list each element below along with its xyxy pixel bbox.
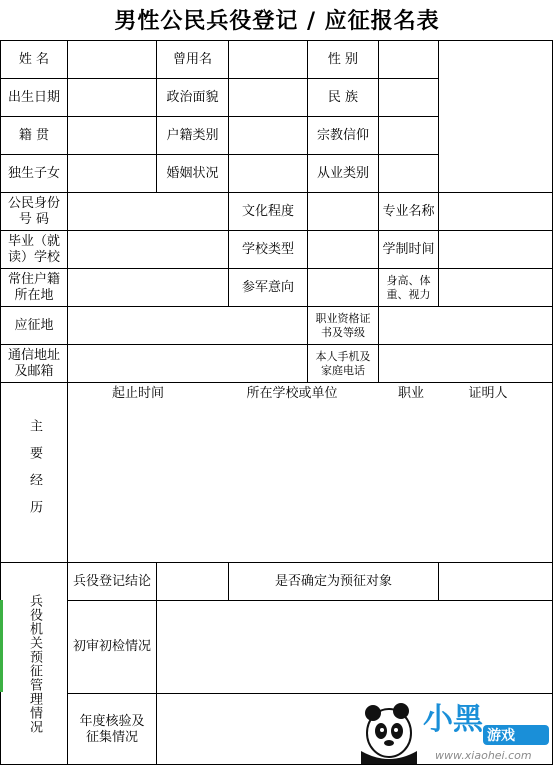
header-position: 职业 <box>397 386 424 401</box>
input-residence[interactable] <box>67 268 228 306</box>
label-annual-check: 年度核验及征集情况 <box>67 693 156 765</box>
input-school[interactable] <box>67 230 228 268</box>
label-id-number: 公民身份号 码 <box>0 192 67 230</box>
label-education: 文化程度 <box>228 192 307 230</box>
label-qualification: 职业资格证书及等级 <box>307 306 378 344</box>
label-hukou-type: 户籍类别 <box>156 116 228 154</box>
header-school-or-unit: 所在学校或单位 <box>246 386 338 401</box>
label-registration-result: 兵役登记结论 <box>67 562 156 600</box>
input-qualification[interactable] <box>378 306 552 344</box>
input-education[interactable] <box>307 192 378 230</box>
label-ethnicity: 民 族 <box>307 78 378 116</box>
input-former-name[interactable] <box>228 40 307 78</box>
photo-box[interactable] <box>438 40 552 192</box>
label-schooling-length: 学制时间 <box>378 230 438 268</box>
input-religion[interactable] <box>378 116 438 154</box>
label-only-child: 独生子女 <box>0 154 67 192</box>
watermark-logo <box>355 693 553 764</box>
input-enlist-place[interactable] <box>67 306 307 344</box>
label-experience: 主要经历 <box>27 418 42 527</box>
input-marital-status[interactable] <box>228 154 307 192</box>
label-gender: 性 别 <box>307 40 378 78</box>
input-major[interactable] <box>438 192 552 230</box>
label-agency: 兵役机关预征管理情况 <box>27 594 42 734</box>
input-address[interactable] <box>67 344 307 382</box>
label-occupation-type: 从业类别 <box>307 154 378 192</box>
label-marital-status: 婚姻状况 <box>156 154 228 192</box>
watermark-big-text: 小黑 <box>423 702 483 737</box>
label-initial-check: 初审初检情况 <box>67 600 156 693</box>
input-only-child[interactable] <box>67 154 156 192</box>
label-confirm-target: 是否确定为预征对象 <box>228 562 438 600</box>
input-confirm-target[interactable] <box>438 562 552 600</box>
label-major: 专业名称 <box>378 192 438 230</box>
label-former-name: 曾用名 <box>156 40 228 78</box>
input-phone[interactable] <box>378 344 552 382</box>
input-native-place[interactable] <box>67 116 156 154</box>
input-birth-date[interactable] <box>67 78 156 116</box>
label-religion: 宗教信仰 <box>307 116 378 154</box>
green-edge-marker <box>0 600 3 692</box>
label-phone: 本人手机及家庭电话 <box>307 344 378 382</box>
input-school-type[interactable] <box>307 230 378 268</box>
input-intention[interactable] <box>307 268 378 306</box>
label-birth-date: 出生日期 <box>0 78 67 116</box>
header-witness: 证明人 <box>468 386 508 401</box>
input-political-status[interactable] <box>228 78 307 116</box>
label-school: 毕业（就读）学校 <box>0 230 67 268</box>
input-hukou-type[interactable] <box>228 116 307 154</box>
label-native-place: 籍 贯 <box>0 116 67 154</box>
watermark-url: www.xiaohei.com <box>435 749 532 762</box>
label-intention: 参军意向 <box>228 268 307 306</box>
input-registration-result[interactable] <box>156 562 228 600</box>
input-occupation-type[interactable] <box>378 154 438 192</box>
input-name[interactable] <box>67 40 156 78</box>
form-title: 男性公民兵役登记 / 应征报名表 <box>114 8 440 34</box>
experience-area[interactable] <box>67 382 552 562</box>
input-id-number[interactable] <box>67 192 228 230</box>
label-experience-cell <box>0 382 67 562</box>
label-enlist-place: 应征地 <box>0 306 67 344</box>
svg-text:游戏: 游戏 <box>487 728 515 744</box>
label-address: 通信地址及邮箱 <box>0 344 67 382</box>
panda-icon <box>355 693 553 764</box>
header-period: 起止时间 <box>111 386 164 401</box>
label-name: 姓 名 <box>0 40 67 78</box>
input-gender[interactable] <box>378 40 438 78</box>
input-ethnicity[interactable] <box>378 78 438 116</box>
input-initial-check[interactable] <box>156 600 552 693</box>
label-agency-cell <box>0 562 67 765</box>
label-residence: 常住户籍所在地 <box>0 268 67 306</box>
label-political-status: 政治面貌 <box>156 78 228 116</box>
table-right-border <box>552 40 553 765</box>
label-school-type: 学校类型 <box>228 230 307 268</box>
input-body-stats[interactable] <box>438 268 552 306</box>
input-schooling-length[interactable] <box>438 230 552 268</box>
label-body-stats: 身高、体重、视力 <box>378 268 438 306</box>
